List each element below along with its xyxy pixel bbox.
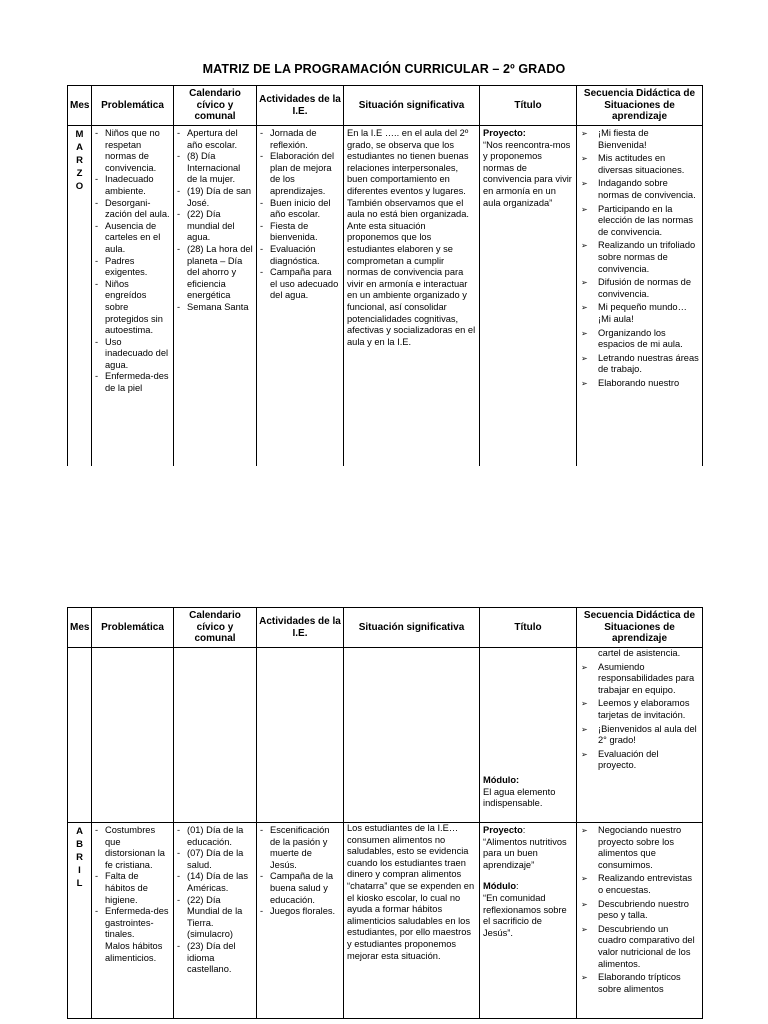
proyecto-label: Proyecto — [483, 825, 523, 835]
list-item: - Fiesta de bienvenida. — [260, 221, 340, 244]
calendario-cell — [174, 126, 257, 466]
header-secuencia: Secuencia Didáctica de Situaciones de aprendizaje — [577, 608, 703, 648]
secuencia-cell — [577, 823, 703, 1019]
list-item: ➢ Organizando los espacios de mi aula. — [580, 328, 699, 351]
modulo-label: Módulo — [483, 881, 517, 892]
list-item: ➢ ¡Bienvenidos al aula del 2° grado! — [580, 724, 699, 747]
mes-letter: Z — [76, 168, 83, 179]
list-item: ➢ Difusión de normas de convivencia. — [580, 277, 699, 300]
titulo-cell: Proyecto: “Alimentos nutritivos para un buen aprendizaje” Módulo: “En comunidad reflexionamos sobre el sacrificio de Jesús”. — [480, 823, 577, 1019]
situacion-cell — [344, 126, 480, 466]
proyecto-label: Proyecto — [483, 128, 523, 138]
table-row-abril — [68, 823, 703, 1019]
situacion-cell — [344, 823, 480, 1019]
list-item: ➢ Descubriendo un cuadro comparativo del valor nutricional de los alimentos. — [580, 924, 699, 970]
list-item: - (07) Día de la salud. — [177, 848, 253, 871]
header-mes: Mes — [68, 608, 92, 648]
header-situacion: Situación significativa — [344, 86, 480, 126]
list-item: - Uso inadecuado del agua. — [95, 337, 170, 372]
list-item: - Padres exigentes. — [95, 256, 170, 279]
list-item: - Evaluación diagnóstica. — [260, 244, 340, 267]
matrix-table-abril — [67, 607, 703, 1019]
list-item: ➢ Realizando entrevistas o encuestas. — [580, 873, 699, 896]
matrix-table-marzo — [67, 85, 703, 466]
list-item: - Juegos florales. — [260, 906, 340, 918]
mes-letter: B — [76, 839, 83, 850]
list-item: - Enfermeda-des gastrointes-tinales. — [95, 906, 170, 941]
modulo-label: Módulo — [483, 775, 517, 786]
list-item: - Enfermeda-des de la piel — [95, 371, 170, 394]
problematica-cell — [92, 126, 174, 466]
header-calendario: Calendario cívico y comunal — [174, 86, 257, 126]
list-item: - (19) Día de san José. — [177, 186, 253, 209]
empty-cell — [257, 648, 344, 823]
titulo-cell: Proyecto: “Nos reencontra-mos y proponemos normas de convivencia para vivir en armonía en un aula organizada” — [480, 126, 577, 466]
list-item: - Falta de hábitos de higiene. — [95, 871, 170, 906]
header-secuencia: Secuencia Didáctica de Situaciones de aprendizaje — [577, 86, 703, 126]
list-item: ➢ Realizando un trifoliado sobre normas de convivencia. — [580, 240, 699, 275]
list-item: - Jornada de reflexión. — [260, 128, 340, 151]
list-item: - Apertura del año escolar. — [177, 128, 253, 151]
header-titulo: Título — [480, 86, 577, 126]
list-item: - (22) Día Mundial de la Tierra. (simulacro) — [177, 895, 253, 941]
actividades-cell — [257, 823, 344, 1019]
table-row-marzo — [68, 126, 703, 466]
list-item: ➢ Elaborando trípticos sobre alimentos — [580, 972, 699, 995]
mes-letter: A — [76, 142, 83, 153]
list-item: - Inadecuado ambiente. — [95, 174, 170, 197]
list-item: ➢ Letrando nuestras áreas de trabajo. — [580, 353, 699, 376]
modulo-title: “En comunidad reflexionamos sobre el sacrificio de Jesús”. — [483, 892, 567, 938]
list-item: - Niños que no respetan normas de convivencia. — [95, 128, 170, 174]
table-row-marzo-cont — [68, 648, 703, 823]
list-item: ➢ Descubriendo nuestro peso y talla. — [580, 899, 699, 922]
empty-cell — [174, 648, 257, 823]
secuencia-cell — [577, 648, 703, 823]
mes-cell-abril — [68, 823, 92, 1019]
list-item: - Costumbres que distorsionan la fe cristiana. — [95, 825, 170, 871]
mes-letter: L — [76, 878, 83, 889]
list-item: - Escenificación de la pasión y muerte de Jesús. — [260, 825, 340, 871]
document-title: MATRIZ DE LA PROGRAMACIÓN CURRICULAR – 2º GRADO — [202, 62, 566, 76]
header-problematica: Problemática — [92, 608, 174, 648]
mes-cell-marzo — [68, 126, 92, 466]
header-situacion: Situación significativa — [344, 608, 480, 648]
header-actividades: Actividades de la I.E. — [257, 608, 344, 648]
empty-cell — [92, 648, 174, 823]
list-item: ➢ Negociando nuestro proyecto sobre los alimentos que consumimos. — [580, 825, 699, 871]
list-item: ➢ Evaluación del proyecto. — [580, 749, 699, 772]
list-item: - Campaña de la buena salud y educación. — [260, 871, 340, 906]
list-item: - (8) Día Internacional de la mujer. — [177, 151, 253, 186]
list-item: cartel de asistencia. — [598, 648, 681, 658]
proyecto-title: “Nos reencontra-mos y proponemos normas de convivencia para vivir en armonía en un aula organizada” — [483, 139, 572, 208]
list-item: ➢ ¡Mi fiesta de Bienvenida! — [580, 128, 699, 151]
list-item: Malos hábitos alimenticios. — [105, 940, 163, 963]
list-item: - (14) Día de las Américas. — [177, 871, 253, 894]
list-item: - Niños engreídos sobre protegidos sin autoestima. — [95, 279, 170, 337]
list-item: ➢ Leemos y elaboramos tarjetas de invitación. — [580, 698, 699, 721]
header-actividades: Actividades de la I.E. — [257, 86, 344, 126]
list-item: - (01) Día de la educación. — [177, 825, 253, 848]
calendario-cell — [174, 823, 257, 1019]
mes-letter: O — [75, 181, 84, 192]
header-calendario: Calendario cívico y comunal — [174, 608, 257, 648]
list-item: - Campaña para el uso adecuado del agua. — [260, 267, 340, 302]
proyecto-title: “Alimentos nutritivos para un buen aprendizaje” — [483, 836, 567, 870]
mes-letter: R — [76, 155, 83, 166]
list-item: - (23) Día del idioma castellano. — [177, 941, 253, 976]
header-titulo: Título — [480, 608, 577, 648]
list-item: ➢ Mis actitudes en diversas situaciones. — [580, 153, 699, 176]
list-item: ➢ Asumiendo responsabilidades para trabajar en equipo. — [580, 662, 699, 697]
list-item: ➢ Participando en la elección de las normas de convivencia. — [580, 204, 699, 239]
list-item: - (22) Día mundial del agua. — [177, 209, 253, 244]
header-mes: Mes — [68, 86, 92, 126]
secuencia-cell — [577, 126, 703, 466]
header-problematica: Problemática — [92, 86, 174, 126]
situacion-paragraph: En la I.E ….. en el aula del 2º grado, se observa que los estudiantes no tienen buenas relaciones interpersonales, buen comportamiento en diferentes eventos y lugares. También observamos que el aula no está bien organizada. — [347, 128, 469, 220]
list-item: - Buen inicio del año escolar. — [260, 198, 340, 221]
titulo-cell: Módulo: El agua elemento indispensable. — [480, 648, 577, 823]
empty-cell — [344, 648, 480, 823]
mes-letter: R — [76, 852, 83, 863]
situacion-paragraph: Los estudiantes de la I.E… consumen alimentos no saludables, esto se evidencia cuando los estudiantes traen dinero y compran alimentos “chatarra” que se expenden en el kiosko escolar, lo cual no ayuda a formar hábitos alimenticios saludables en los estudiantes, por ello maestros y estudiantes proponemos mejorar esta situación. — [347, 823, 475, 961]
list-item: - Elaboración del plan de mejora de los aprendizajes. — [260, 151, 340, 197]
mes-letter: I — [78, 865, 81, 876]
mes-letter: M — [75, 129, 84, 140]
mes-letter: A — [76, 826, 83, 837]
empty-cell — [68, 648, 92, 823]
list-item: ➢ Indagando sobre normas de convivencia. — [580, 178, 699, 201]
list-item: ➢ Mi pequeño mundo… ¡Mi aula! — [580, 302, 699, 325]
list-item: - (28) La hora del planeta – Día del ahorro y eficiencia energética — [177, 244, 253, 302]
actividades-cell — [257, 126, 344, 466]
problematica-cell — [92, 823, 174, 1019]
list-item: - Desorgani-zación del aula. — [95, 198, 170, 221]
list-item: - Semana Santa — [177, 302, 253, 314]
list-item: ➢ Elaborando nuestro — [580, 378, 699, 390]
list-item: - Ausencia de carteles en el aula. — [95, 221, 170, 256]
modulo-title: El agua elemento indispensable. — [483, 786, 556, 809]
situacion-paragraph: Ante esta situación proponemos que los estudiantes elaboren y se comprometan a cumplir normas de convivencia para vivir en armonía e interactuar en un ambiente organizado y funcional, así consolidar potencialidades cognitivas, afectivas y socializadoras en el aula y en la I.E. — [347, 220, 476, 347]
